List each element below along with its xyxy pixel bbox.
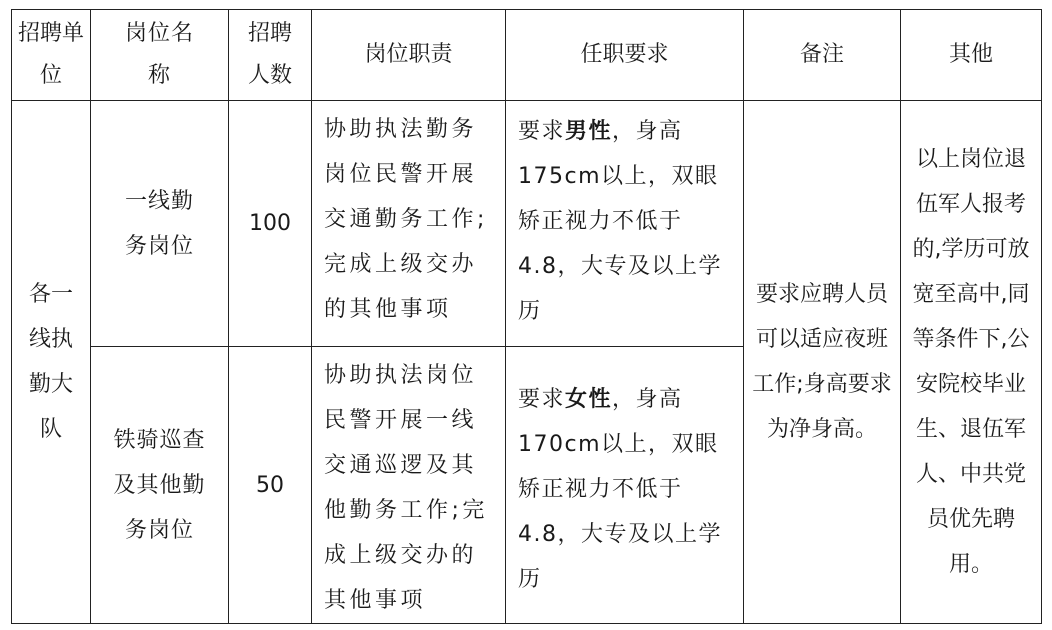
header-unit: 招聘单位: [12, 10, 91, 101]
requirement-prefix: 要求: [518, 387, 566, 412]
header-count: 招聘人数: [229, 10, 312, 101]
requirement-prefix: 要求: [518, 119, 566, 144]
requirement-text: ，身高170cm以上，双眼矫正视力不低于4.8，大专及以上学历: [518, 387, 722, 592]
duty-cell: 协助执法岗位民警开展一线交通巡逻及其他勤务工作;完成上级交办的其他事项: [312, 347, 506, 624]
header-other: 其他: [901, 10, 1042, 101]
duty-cell: 协助执法勤务岗位民警开展交通勤务工作;完成上级交办的其他事项: [312, 101, 506, 347]
remark-cell: 要求应聘人员可以适应夜班工作;身高要求为净身高。: [744, 101, 901, 624]
count-cell: 50: [229, 347, 312, 624]
header-duty: 岗位职责: [312, 10, 506, 101]
post-cell: 一线勤务岗位: [91, 101, 229, 347]
requirement-cell: [506, 347, 744, 624]
requirement-sex: 男性: [565, 119, 613, 144]
unit-cell: 各一线执勤大队: [12, 101, 91, 624]
table-row: [12, 101, 1042, 347]
count-cell: 100: [229, 101, 312, 347]
requirement-text: ，身高175cm以上，双眼矫正视力不低于4.8，大专及以上学历: [518, 119, 722, 324]
post-cell: 铁骑巡查及其他勤务岗位: [91, 347, 229, 624]
header-remark: 备注: [744, 10, 901, 101]
header-post: 岗位名称: [91, 10, 229, 101]
other-cell: 以上岗位退伍军人报考的,学历可放宽至高中,同等条件下,公安院校毕业生、退伍军人、中共党员优先聘用。: [901, 101, 1042, 624]
header-requirement: 任职要求: [506, 10, 744, 101]
requirement-cell: [506, 101, 744, 347]
requirement-sex: 女性: [565, 387, 613, 412]
recruitment-table: [11, 9, 1042, 624]
header-row: [12, 10, 1042, 101]
